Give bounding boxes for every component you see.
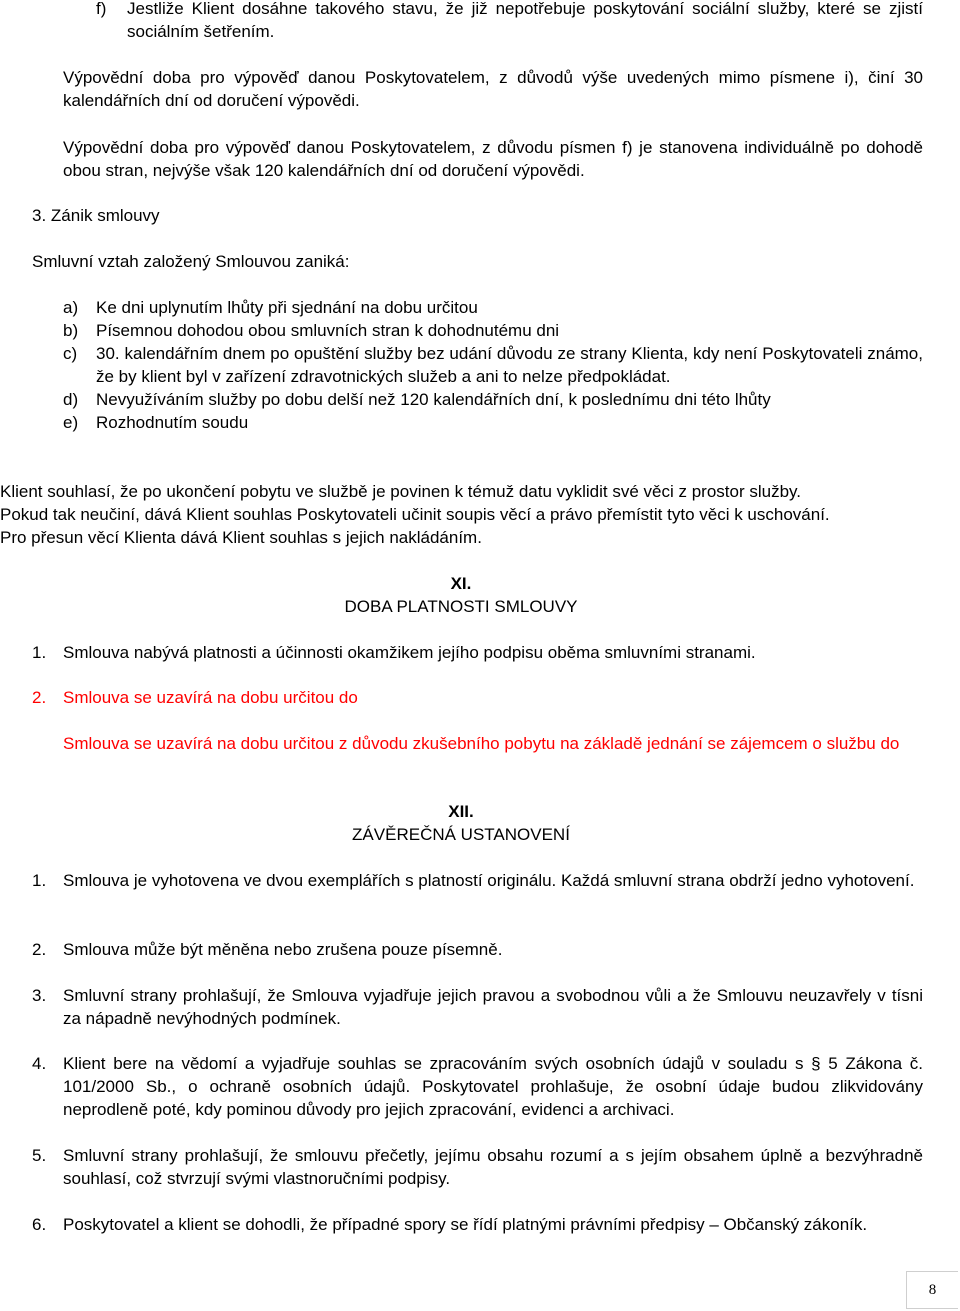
item-label: 2. bbox=[32, 688, 47, 707]
paragraph-notice-period-30: Výpovědní doba pro výpověď danou Poskytovatelem, z důvodů výše uvedených mimo písmene i), činí 30 kalendářních dní od doručení výpovědi. bbox=[63, 68, 923, 110]
item-text: Smlouva se uzavírá na dobu určitou do bbox=[63, 688, 358, 707]
item-label: 2. bbox=[32, 940, 47, 959]
item-label: 1. bbox=[32, 871, 47, 890]
item-label: 4. bbox=[32, 1054, 47, 1073]
item-text: Smlouva je vyhotovena ve dvou exemplářích s platností originálu. Každá smluvní strana obdrží jedno vyhotovení. bbox=[63, 871, 915, 890]
item-label: e) bbox=[63, 413, 79, 432]
paragraph-belongings-line-1: Klient souhlasí, že po ukončení pobytu ve službě je povinen k témuž datu vyklidit své věci z prostor služby. bbox=[0, 482, 801, 501]
item-text: Smlouva nabývá platnosti a účinnosti okamžikem jejího podpisu oběma smluvními stranami. bbox=[63, 643, 756, 662]
page-number: 8 bbox=[906, 1271, 958, 1309]
item-label: 1. bbox=[32, 643, 47, 662]
item-text: Smluvní strany prohlašují, že smlouvu přečetly, jejímu obsahu rozumí a s jejím obsahem úplně a bezvýhradně souhlasí, což stvrzují svými vlastnoručními podpisy. bbox=[63, 1146, 923, 1188]
item-text: Smlouva může být měněna nebo zrušena pouze písemně. bbox=[63, 940, 503, 959]
section-heading-termination: 3. Zánik smlouvy bbox=[32, 206, 160, 225]
list-item-d bbox=[63, 388, 923, 411]
section-title-final-provisions: ZÁVĚREČNÁ USTANOVENÍ bbox=[352, 825, 570, 844]
item-label: 6. bbox=[32, 1215, 47, 1234]
list-item-b bbox=[63, 319, 923, 342]
paragraph-notice-period-120: Výpovědní doba pro výpověď danou Poskytovatelem, z důvodu písmen f) je stanovena individuálně po dohodě obou stran, nejvýše však 120 kalendářních dní od doručení výpovědi. bbox=[63, 138, 923, 180]
final-item-4 bbox=[32, 1052, 923, 1121]
list-item-f bbox=[96, 0, 923, 43]
list-item-c bbox=[63, 342, 923, 388]
item-text: Poskytovatel a klient se dohodli, že případné spory se řídí platnými právními předpisy – Občanský zákoník. bbox=[63, 1215, 868, 1234]
final-item-1 bbox=[32, 869, 923, 892]
section-title-validity: DOBA PLATNOSTI SMLOUVY bbox=[344, 597, 578, 616]
item-text: Smluvní strany prohlašují, že Smlouva vyjadřuje jejich pravou a svobodnou vůli a že Smlouvu neuzavřely v tísni za nápadně nevýhodných podmínek. bbox=[63, 986, 923, 1028]
item-text: Klient bere na vědomí a vyjadřuje souhlas se zpracováním svých osobních údajů v souladu s § 5 Zákona č. 101/2000 Sb., o ochraně osobních údajů. Poskytovatel prohlašuje, že osobní údaje budou zlikvidovány neprodleně poté, kdy pominou důvody pro jejich zpracování, evidenci a archivaci. bbox=[63, 1054, 923, 1119]
item-label: c) bbox=[63, 344, 78, 363]
final-item-2 bbox=[32, 938, 923, 961]
final-item-5 bbox=[32, 1144, 923, 1190]
item-text: Nevyužíváním služby po dobu delší než 120 kalendářních dní, k poslednímu dni této lhůty bbox=[96, 390, 771, 409]
validity-item-1 bbox=[32, 641, 923, 664]
item-label: f) bbox=[96, 0, 107, 18]
validity-trial-stay-paragraph: Smlouva se uzavírá na dobu určitou z důvodu zkušebního pobytu na základě jednání se zájemcem o službu do bbox=[63, 734, 900, 753]
final-item-3 bbox=[32, 984, 923, 1030]
section-number-xi: XI. bbox=[450, 574, 472, 593]
item-text: Rozhodnutím soudu bbox=[96, 413, 249, 432]
list-item-e bbox=[63, 411, 923, 434]
paragraph-belongings-line-2: Pokud tak neučiní, dává Klient souhlas Poskytovateli učinit soupis věcí a právo přemístit tyto věci k uschování. bbox=[0, 505, 830, 524]
termination-intro: Smluvní vztah založený Smlouvou zaniká: bbox=[32, 252, 350, 271]
list-item-a bbox=[63, 296, 923, 319]
item-text: 30. kalendářním dnem po opuštění služby bez udání důvodu ze strany Klienta, kdy není Poskytovateli známo, že by klient byl v zařízení zdravotnických služeb a ani to nelze předpokládat. bbox=[96, 344, 923, 386]
item-label: d) bbox=[63, 390, 79, 409]
item-text: Písemnou dohodou obou smluvních stran k dohodnutému dni bbox=[96, 321, 560, 340]
item-text: Jestliže Klient dosáhne takového stavu, že již nepotřebuje poskytování sociální služby, které se zjistí sociálním šetřením. bbox=[127, 0, 923, 41]
item-label: 3. bbox=[32, 986, 47, 1005]
paragraph-belongings-line-3: Pro přesun věcí Klienta dává Klient souhlas s jejich nakládáním. bbox=[0, 528, 482, 547]
item-label: 5. bbox=[32, 1146, 47, 1165]
section-number-xii: XII. bbox=[448, 802, 474, 821]
validity-item-2 bbox=[32, 686, 923, 709]
item-label: b) bbox=[63, 321, 79, 340]
item-text: Ke dni uplynutím lhůty při sjednání na dobu určitou bbox=[96, 298, 478, 317]
item-label: a) bbox=[63, 298, 79, 317]
final-item-6 bbox=[32, 1213, 923, 1236]
